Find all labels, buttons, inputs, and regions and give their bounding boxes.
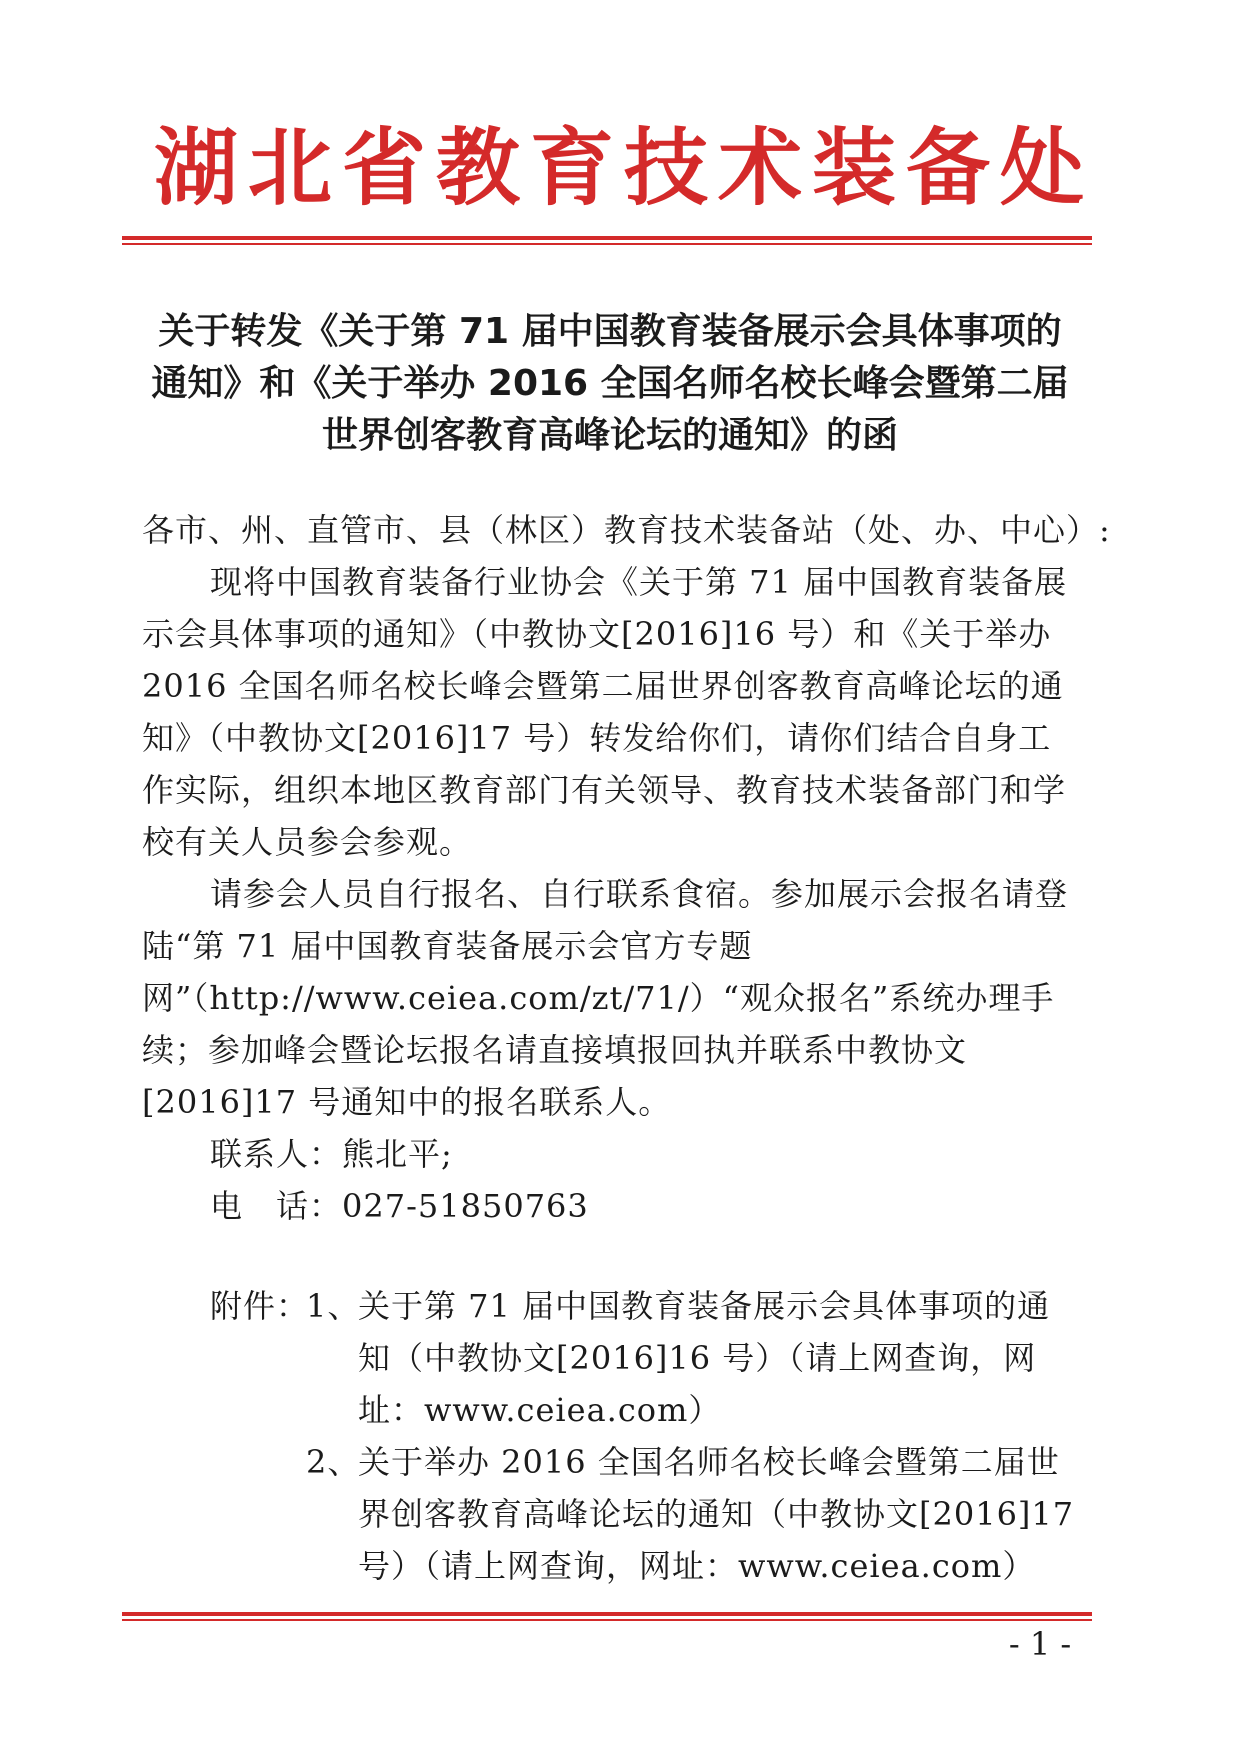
paragraph-text: 请参会人员自行报名、自行联系食宿。参加展示会报名请登陆“第 71 届中国教育装备展示会官方专题网”（http://www.ceiea.com/zt/71/）“观众报名”系统办理手续；参加峰会暨论坛报名请直接填报回执并联系中教协文[2016]17 号通知中的报名联系人。 (142, 875, 1069, 1121)
letterhead-rule (122, 236, 1092, 245)
footer-rule (122, 1612, 1092, 1621)
document-title (148, 306, 1072, 462)
paragraph-text: 现将中国教育装备行业协会《关于第 71 届中国教育装备展示会具体事项的通知》（中教协文[2016]16 号）和《关于举办 2016 全国名师名校长峰会暨第二届世界创客教育高峰论坛的通知》（中教协文[2016]17 号）转发给你们，请你们结合自身工作实际，组织本地区教育部门有关领导、教育技术装备部门和学校有关人员参会参观。 (142, 563, 1068, 861)
body-paragraph-1 (142, 556, 1072, 868)
letterhead-org-name: 湖北省教育技术装备处 (153, 119, 1094, 217)
rule-thin-line (122, 1619, 1092, 1621)
attachment-item-1 (306, 1280, 1076, 1436)
attachment-text: 关于举办 2016 全国名师名校长峰会暨第二届世界创客教育高峰论坛的通知（中教协文[2016]17 号）（请上网查询，网址：www.ceiea.com） (358, 1443, 1075, 1585)
attachment-item-2 (306, 1436, 1076, 1592)
attachment-text: 关于第 71 届中国教育装备展示会具体事项的通知（中教协文[2016]16 号）（请上网查询，网址：www.ceiea.com） (358, 1287, 1051, 1429)
salutation: 各市、州、直管市、县（林区）教育技术装备站（处、办、中心）: (142, 511, 1111, 549)
contact-person: 联系人：熊北平; (210, 1135, 453, 1173)
rule-thin-line (122, 243, 1092, 245)
contact-phone: 电 话：027-51850763 (210, 1187, 589, 1225)
body-paragraph-2 (142, 868, 1072, 1128)
title-line-3: 世界创客教育高峰论坛的通知》的函 (321, 415, 898, 456)
title-line-2: 通知》和《关于举办 2016 全国名师名校长峰会暨第二届 (151, 363, 1069, 404)
page-number: - 1 - (1008, 1625, 1072, 1663)
title-line-1: 关于转发《关于第 71 届中国教育装备展示会具体事项的 (158, 311, 1062, 352)
attachment-number: 1、 (306, 1287, 361, 1325)
attachments-label: 附件： (210, 1287, 310, 1325)
attachment-number: 2、 (306, 1443, 361, 1481)
